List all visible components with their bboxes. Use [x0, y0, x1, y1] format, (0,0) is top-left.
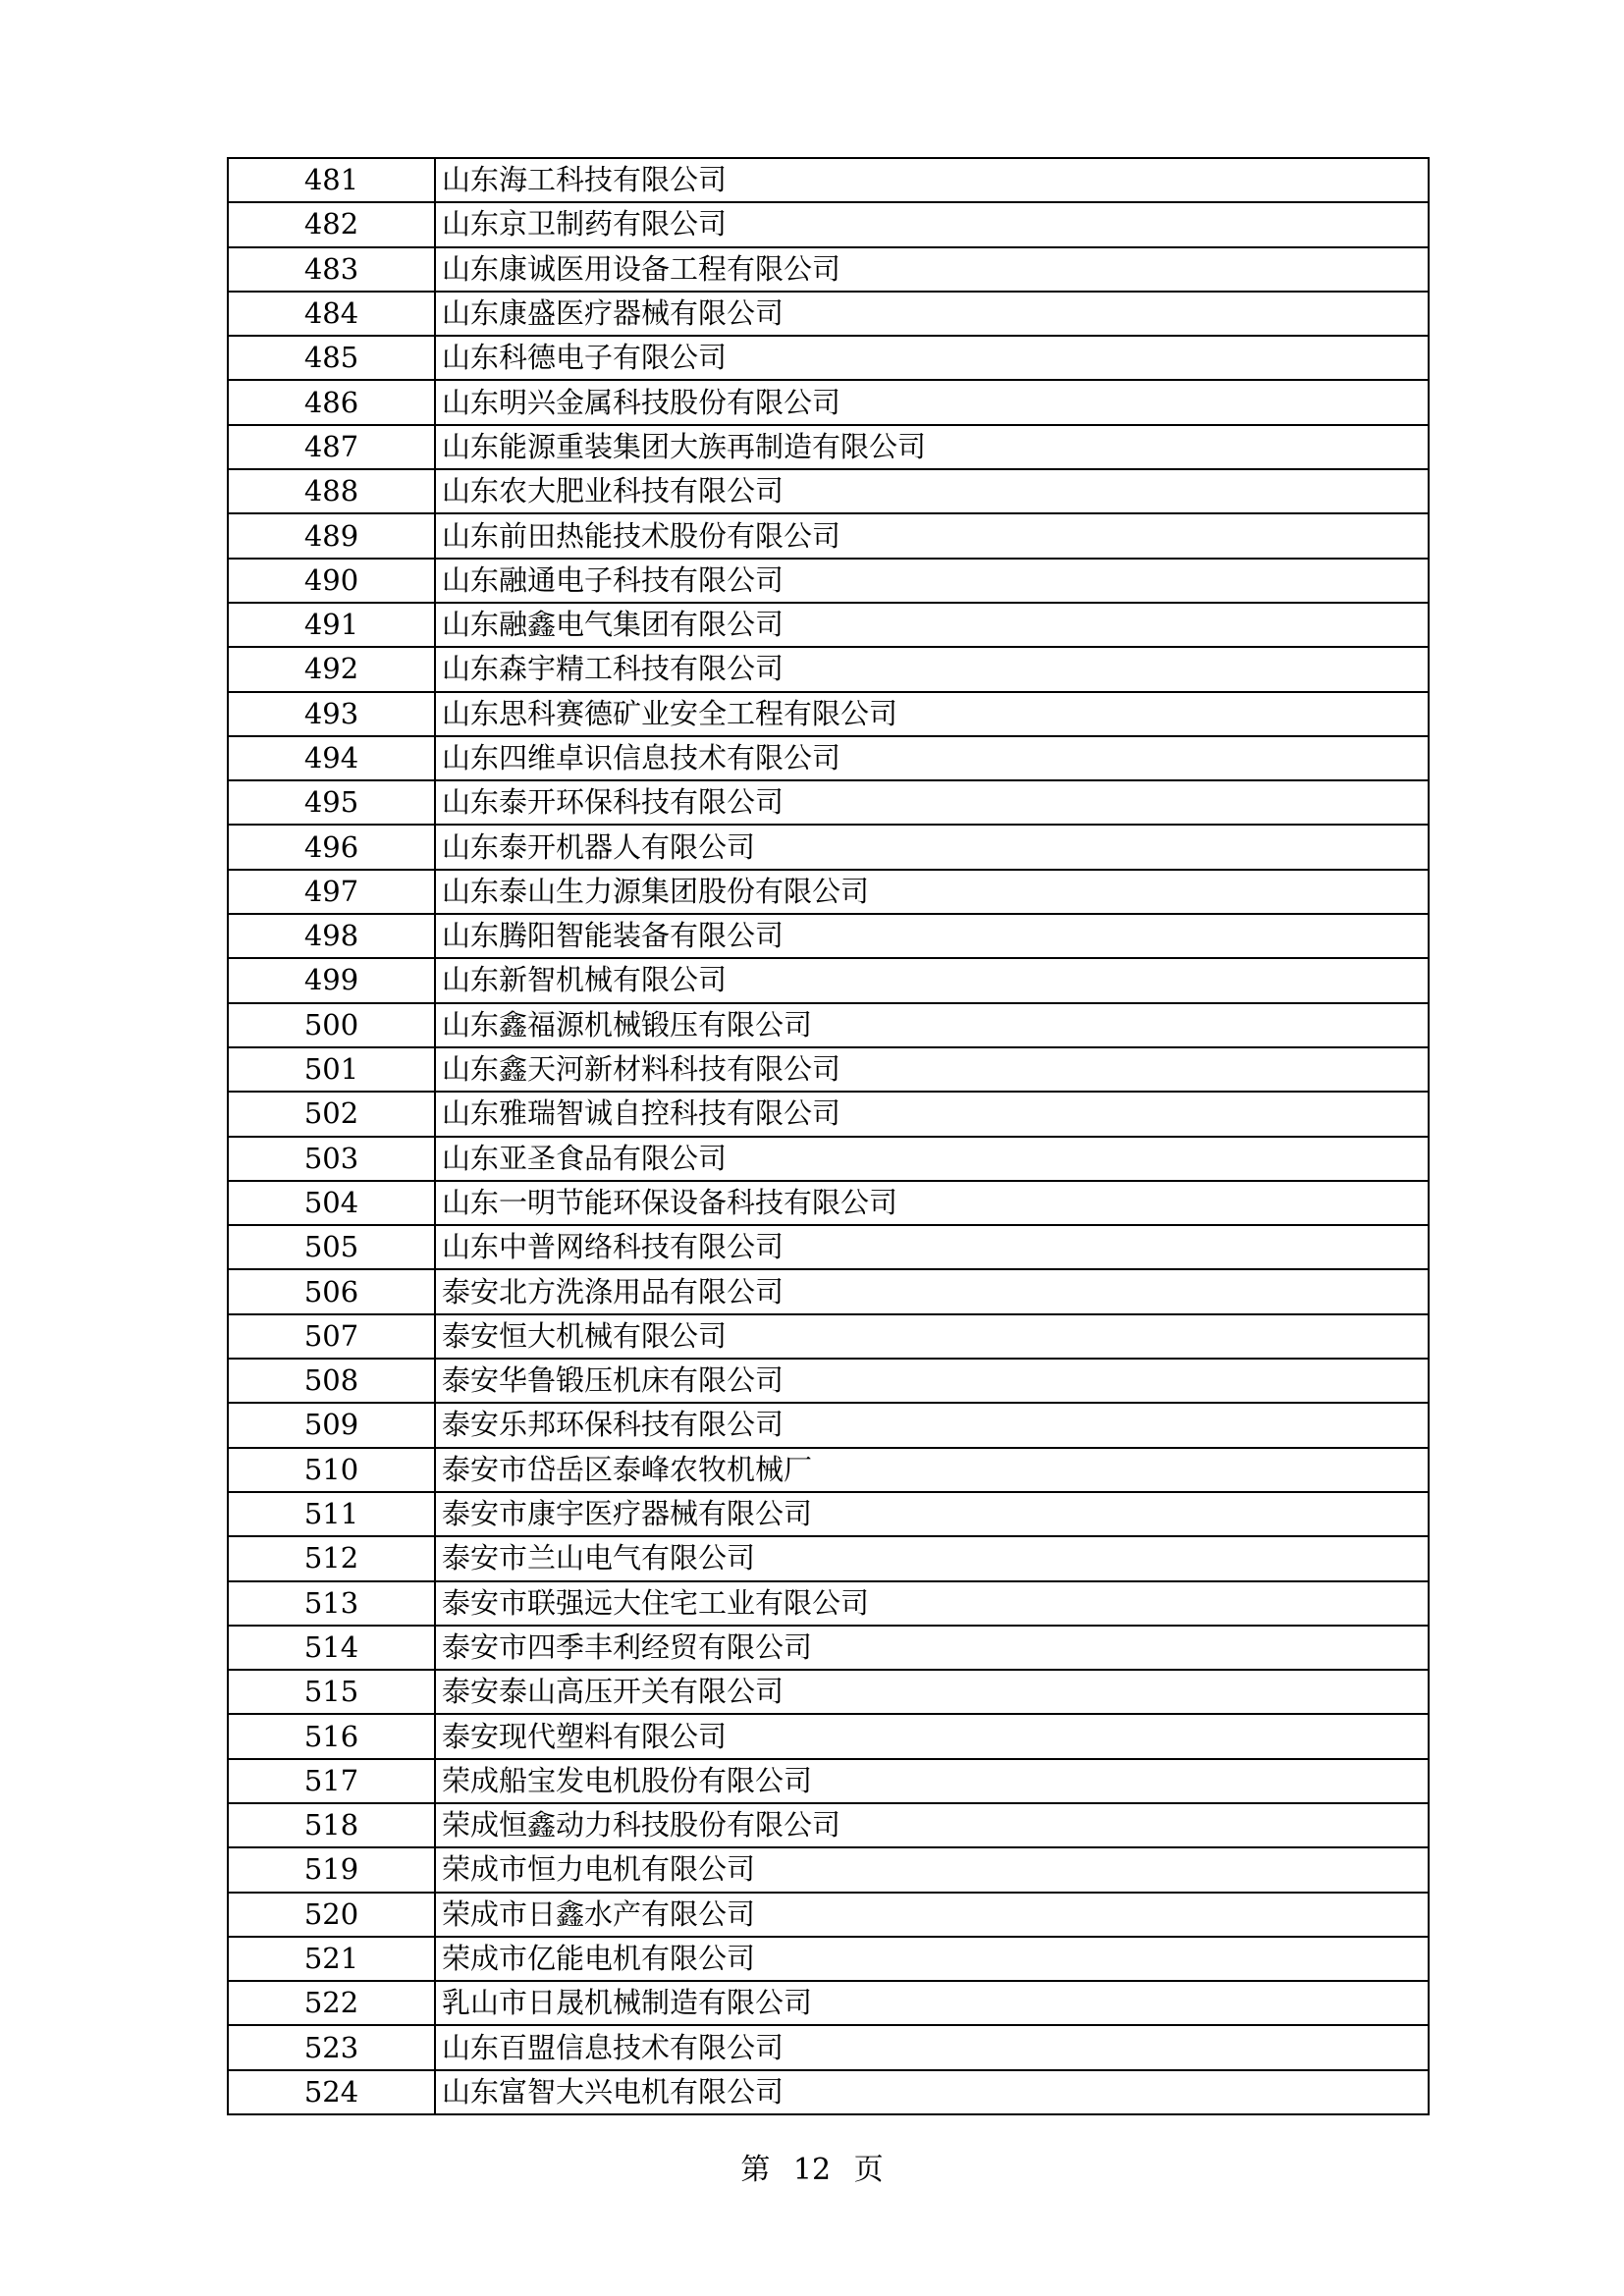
row-number-cell: 519 — [228, 1847, 435, 1892]
row-number-cell: 493 — [228, 692, 435, 736]
row-number-cell: 502 — [228, 1092, 435, 1136]
company-name-cell: 山东鑫天河新材料科技有限公司 — [435, 1047, 1429, 1092]
company-name-cell: 山东前田热能技术股份有限公司 — [435, 513, 1429, 558]
table-row — [228, 380, 1429, 424]
row-number-cell: 524 — [228, 2070, 435, 2114]
table-row — [228, 559, 1429, 603]
table-row — [228, 1448, 1429, 1492]
table-row — [228, 292, 1429, 336]
table-row — [228, 736, 1429, 780]
row-number-cell: 520 — [228, 1893, 435, 1937]
company-name-cell: 山东泰开机器人有限公司 — [435, 825, 1429, 869]
company-name-cell: 山东思科赛德矿业安全工程有限公司 — [435, 692, 1429, 736]
table-row — [228, 1581, 1429, 1626]
company-name-cell: 山东融鑫电气集团有限公司 — [435, 603, 1429, 647]
company-name-cell: 山东融通电子科技有限公司 — [435, 559, 1429, 603]
table-row — [228, 1981, 1429, 2025]
row-number-cell: 484 — [228, 292, 435, 336]
row-number-cell: 481 — [228, 158, 435, 202]
company-name-cell: 山东康诚医用设备工程有限公司 — [435, 247, 1429, 292]
table-row — [228, 469, 1429, 513]
row-number-cell: 523 — [228, 2025, 435, 2069]
company-name-cell: 荣成船宝发电机股份有限公司 — [435, 1759, 1429, 1803]
company-name-cell: 山东新智机械有限公司 — [435, 958, 1429, 1002]
company-list-body — [228, 158, 1429, 2114]
row-number-cell: 503 — [228, 1137, 435, 1181]
company-name-cell: 荣成市日鑫水产有限公司 — [435, 1893, 1429, 1937]
company-name-cell: 山东泰山生力源集团股份有限公司 — [435, 870, 1429, 914]
company-name-cell: 荣成恒鑫动力科技股份有限公司 — [435, 1803, 1429, 1847]
company-name-cell: 山东鑫福源机械锻压有限公司 — [435, 1003, 1429, 1047]
table-row — [228, 958, 1429, 1002]
row-number-cell: 496 — [228, 825, 435, 869]
company-name-cell: 山东富智大兴电机有限公司 — [435, 2070, 1429, 2114]
table-row — [228, 425, 1429, 469]
table-row — [228, 1626, 1429, 1670]
row-number-cell: 499 — [228, 958, 435, 1002]
row-number-cell: 486 — [228, 380, 435, 424]
row-number-cell: 505 — [228, 1225, 435, 1269]
table-row — [228, 1803, 1429, 1847]
table-row — [228, 1181, 1429, 1225]
company-name-cell: 山东京卫制药有限公司 — [435, 202, 1429, 246]
table-row — [228, 1403, 1429, 1447]
table-row — [228, 1492, 1429, 1536]
table-row — [228, 1759, 1429, 1803]
company-name-cell: 泰安市康宇医疗器械有限公司 — [435, 1492, 1429, 1536]
table-row — [228, 1714, 1429, 1758]
company-name-cell: 泰安华鲁锻压机床有限公司 — [435, 1359, 1429, 1403]
row-number-cell: 504 — [228, 1181, 435, 1225]
table-row — [228, 603, 1429, 647]
table-row — [228, 247, 1429, 292]
table-row — [228, 692, 1429, 736]
table-row — [228, 1092, 1429, 1136]
table-row — [228, 158, 1429, 202]
table-row — [228, 1847, 1429, 1892]
row-number-cell: 488 — [228, 469, 435, 513]
page-footer-suffix: 页 — [853, 2153, 884, 2187]
company-name-cell: 泰安市岱岳区泰峰农牧机械厂 — [435, 1448, 1429, 1492]
page-number: 12 — [792, 2153, 832, 2187]
company-name-cell: 泰安市兰山电气有限公司 — [435, 1536, 1429, 1580]
table-row — [228, 202, 1429, 246]
company-name-cell: 山东海工科技有限公司 — [435, 158, 1429, 202]
table-row — [228, 914, 1429, 958]
company-name-cell: 山东百盟信息技术有限公司 — [435, 2025, 1429, 2069]
row-number-cell: 521 — [228, 1937, 435, 1981]
row-number-cell: 483 — [228, 247, 435, 292]
table-row — [228, 1047, 1429, 1092]
company-name-cell: 山东亚圣食品有限公司 — [435, 1137, 1429, 1181]
company-name-cell: 山东一明节能环保设备科技有限公司 — [435, 1181, 1429, 1225]
company-name-cell: 山东科德电子有限公司 — [435, 336, 1429, 380]
row-number-cell: 494 — [228, 736, 435, 780]
company-list-table — [227, 157, 1430, 2115]
company-name-cell: 山东中普网络科技有限公司 — [435, 1225, 1429, 1269]
table-row — [228, 1937, 1429, 1981]
company-name-cell: 泰安市四季丰利经贸有限公司 — [435, 1626, 1429, 1670]
company-name-cell: 泰安市联强远大住宅工业有限公司 — [435, 1581, 1429, 1626]
company-name-cell: 荣成市恒力电机有限公司 — [435, 1847, 1429, 1892]
row-number-cell: 506 — [228, 1269, 435, 1313]
row-number-cell: 485 — [228, 336, 435, 380]
company-name-cell: 山东腾阳智能装备有限公司 — [435, 914, 1429, 958]
company-name-cell: 山东泰开环保科技有限公司 — [435, 780, 1429, 825]
row-number-cell: 495 — [228, 780, 435, 825]
company-name-cell: 山东能源重装集团大族再制造有限公司 — [435, 425, 1429, 469]
row-number-cell: 513 — [228, 1581, 435, 1626]
row-number-cell: 492 — [228, 647, 435, 691]
row-number-cell: 498 — [228, 914, 435, 958]
company-name-cell: 泰安恒大机械有限公司 — [435, 1314, 1429, 1359]
page-footer-prefix: 第 — [740, 2153, 771, 2187]
row-number-cell: 511 — [228, 1492, 435, 1536]
company-name-cell: 山东雅瑞智诚自控科技有限公司 — [435, 1092, 1429, 1136]
company-name-cell: 山东农大肥业科技有限公司 — [435, 469, 1429, 513]
row-number-cell: 510 — [228, 1448, 435, 1492]
table-row — [228, 1536, 1429, 1580]
company-name-cell: 泰安泰山高压开关有限公司 — [435, 1670, 1429, 1714]
row-number-cell: 507 — [228, 1314, 435, 1359]
row-number-cell: 482 — [228, 202, 435, 246]
table-row — [228, 1003, 1429, 1047]
table-row — [228, 825, 1429, 869]
table-row — [228, 2070, 1429, 2114]
table-row — [228, 647, 1429, 691]
company-name-cell: 山东四维卓识信息技术有限公司 — [435, 736, 1429, 780]
row-number-cell: 501 — [228, 1047, 435, 1092]
row-number-cell: 491 — [228, 603, 435, 647]
table-row — [228, 780, 1429, 825]
row-number-cell: 490 — [228, 559, 435, 603]
row-number-cell: 514 — [228, 1626, 435, 1670]
table-row — [228, 1314, 1429, 1359]
table-row — [228, 1269, 1429, 1313]
company-name-cell: 山东明兴金属科技股份有限公司 — [435, 380, 1429, 424]
row-number-cell: 500 — [228, 1003, 435, 1047]
table-row — [228, 2025, 1429, 2069]
row-number-cell: 508 — [228, 1359, 435, 1403]
company-name-cell: 泰安北方洗涤用品有限公司 — [435, 1269, 1429, 1313]
table-row — [228, 1893, 1429, 1937]
row-number-cell: 515 — [228, 1670, 435, 1714]
table-row — [228, 336, 1429, 380]
company-name-cell: 山东森宇精工科技有限公司 — [435, 647, 1429, 691]
company-name-cell: 泰安乐邦环保科技有限公司 — [435, 1403, 1429, 1447]
page-footer — [0, 2153, 1624, 2187]
company-name-cell: 泰安现代塑料有限公司 — [435, 1714, 1429, 1758]
row-number-cell: 516 — [228, 1714, 435, 1758]
row-number-cell: 487 — [228, 425, 435, 469]
row-number-cell: 497 — [228, 870, 435, 914]
row-number-cell: 489 — [228, 513, 435, 558]
table-row — [228, 1359, 1429, 1403]
row-number-cell: 522 — [228, 1981, 435, 2025]
table-row — [228, 870, 1429, 914]
table-row — [228, 1225, 1429, 1269]
row-number-cell: 509 — [228, 1403, 435, 1447]
table-row — [228, 513, 1429, 558]
row-number-cell: 512 — [228, 1536, 435, 1580]
company-name-cell: 乳山市日晟机械制造有限公司 — [435, 1981, 1429, 2025]
table-row — [228, 1137, 1429, 1181]
row-number-cell: 517 — [228, 1759, 435, 1803]
company-name-cell: 山东康盛医疗器械有限公司 — [435, 292, 1429, 336]
company-name-cell: 荣成市亿能电机有限公司 — [435, 1937, 1429, 1981]
row-number-cell: 518 — [228, 1803, 435, 1847]
table-row — [228, 1670, 1429, 1714]
